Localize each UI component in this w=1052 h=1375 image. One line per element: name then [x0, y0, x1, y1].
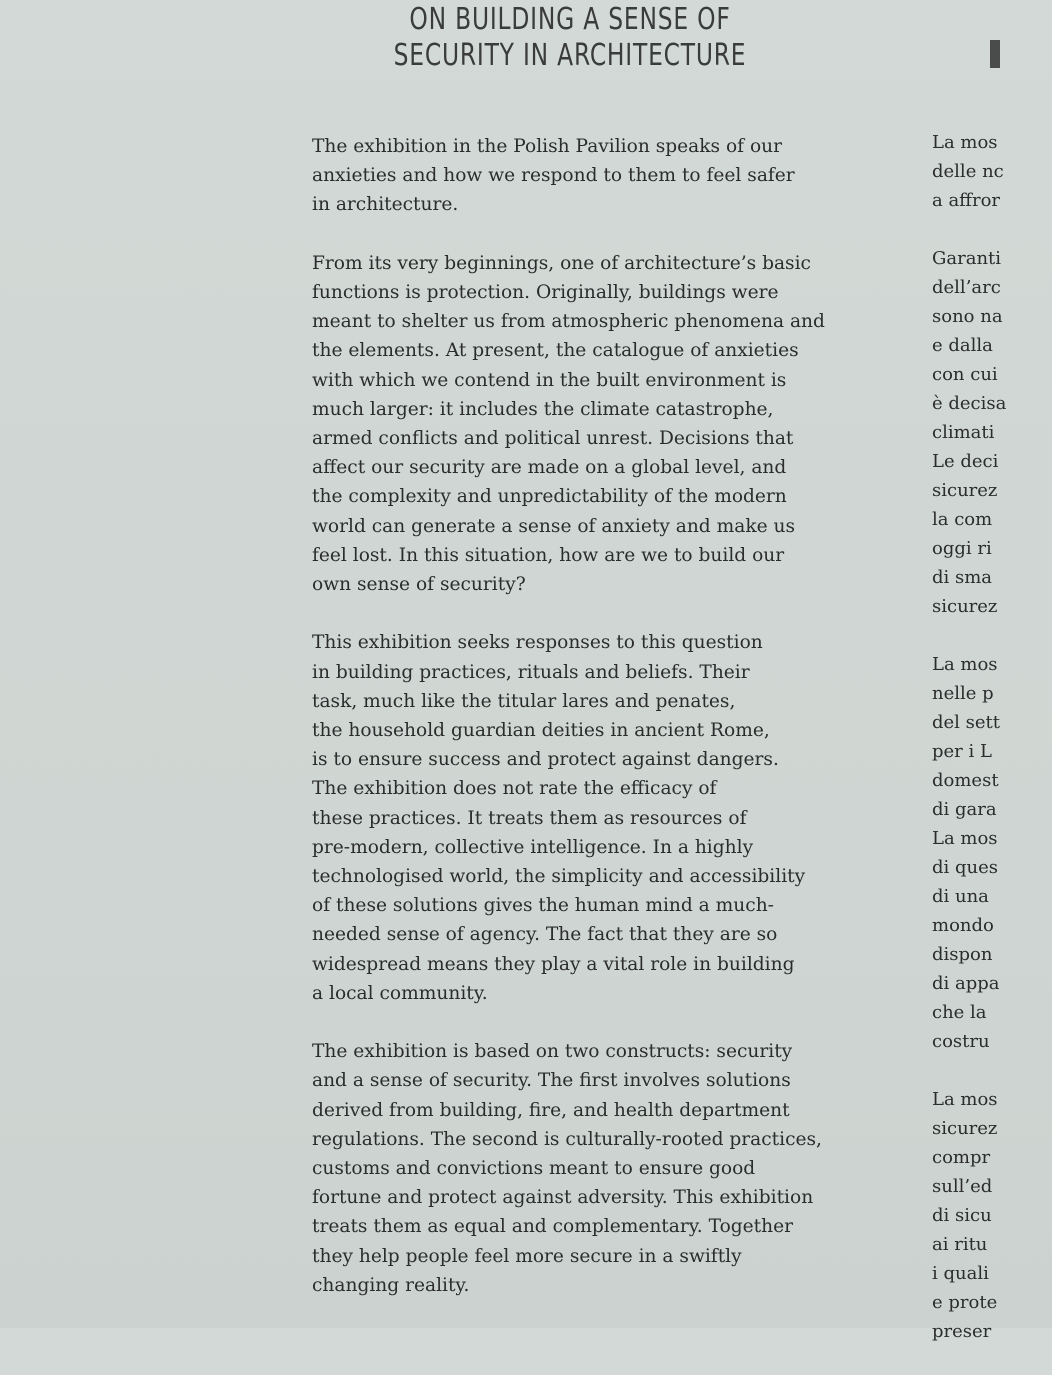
english-paragraph-protection: From its very beginnings, one of architecture’s basic functions is protection. Originally, buildings were meant to shelter us from atmospheric phenomena and the elements. At present, the catalogue of anxieties with which we contend in the built environment is much larger: it includes the climate catastrophe, armed conflicts and political unrest. Decisions that affect our security are made on a global level, and the complexity and unpredictability of the modern world can generate a sense of anxiety and make us feel lost. In this situation, how are we to build our own sense of security?	[312, 252, 825, 596]
italian-paragraph-protection: Garanti dell’arc sono na e dalla con cui è decisa climati Le deci sicurez la com oggi ri di sma sicurez	[932, 248, 1007, 617]
english-paragraph-constructs: The exhibition is based on two constructs: security and a sense of security. The first involves solutions derived from building, fire, and health department regulations. The second is culturally-rooted practices, customs and convictions meant to ensure good fortune and protect against adversity. This exhibition treats them as equal and complementary. Together they help people feel more secure in a swiftly changing reality.	[312, 1041, 822, 1296]
italian-paragraph-constructs: La mos sicurez compr sull’ed di sicu ai ritu i quali e prote preser	[932, 1089, 998, 1342]
exhibition-title	[375, 2, 765, 74]
italian-text-column	[932, 128, 1052, 1375]
english-text-column	[312, 132, 832, 1329]
title-line-1: ON BUILDING A SENSE OF	[409, 2, 731, 37]
english-paragraph-intro: The exhibition in the Polish Pavilion speaks of our anxieties and how we respond to them to feel safer in architecture.	[312, 136, 795, 216]
english-paragraph-practices: This exhibition seeks responses to this question in building practices, rituals and beliefs. Their task, much like the titular lares and penates, the household guardian deities in ancient Rome, is to ensure success and protect against dangers. The exhibition does not rate the efficacy of these practices. It treats them as resources of pre-modern, collective intelligence. In a highly technologised world, the simplicity and accessibility of these solutions gives the human mind a much- needed sense of agency. The fact that they are so widespread means they play a vital role in building a local community.	[312, 632, 806, 1004]
italian-title-fragment	[990, 40, 1000, 68]
title-line-2: SECURITY IN ARCHITECTURE	[393, 38, 747, 73]
italian-paragraph-intro: La mos delle nc a affror	[932, 132, 1004, 211]
italian-paragraph-practices: La mos nelle p del sett per i L domest di gara La mos di ques di una mondo dispon di appa che la costru	[932, 654, 1001, 1052]
